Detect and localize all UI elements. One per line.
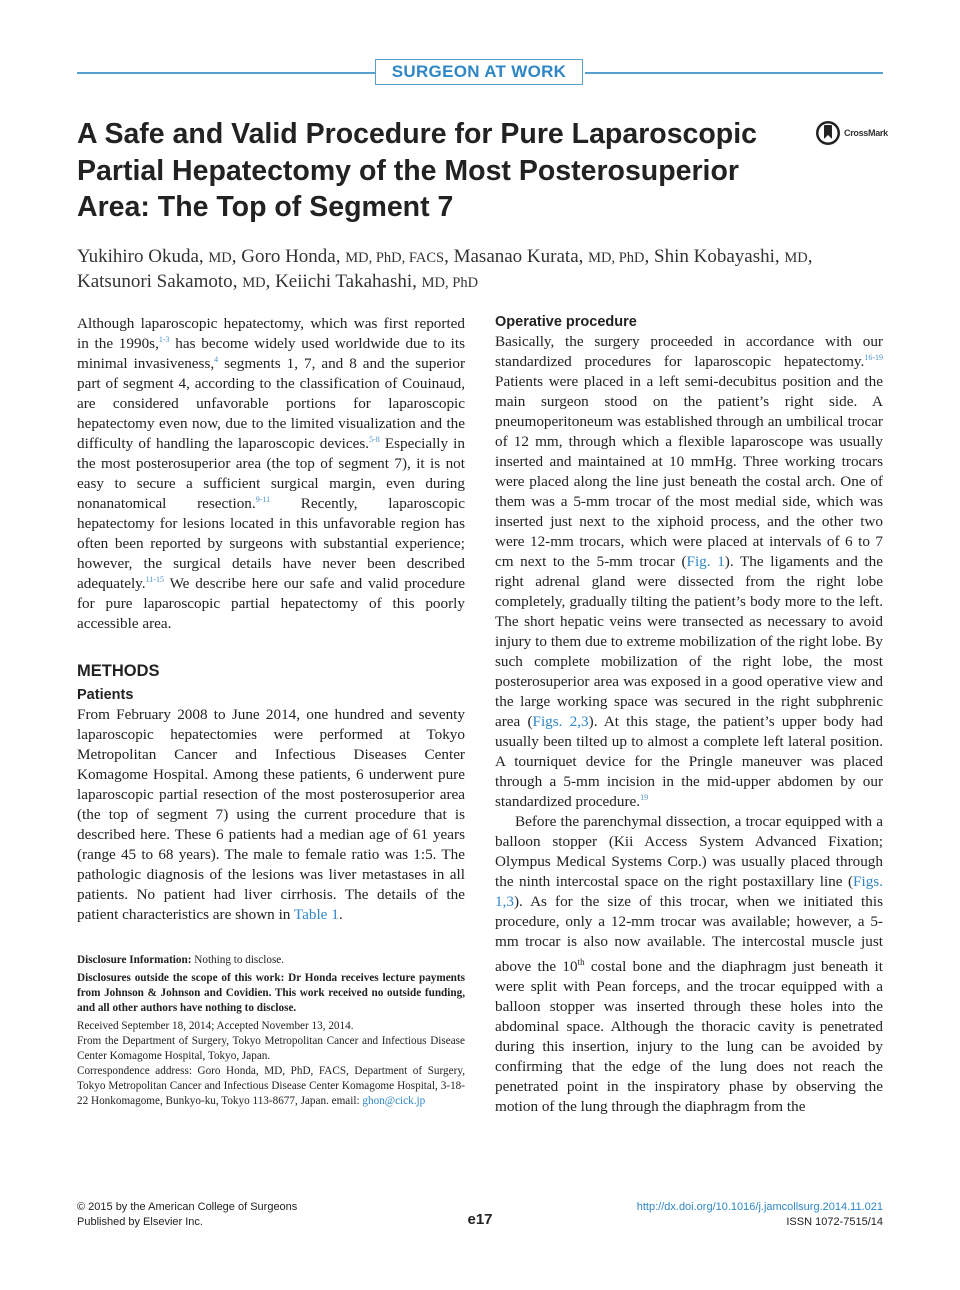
author-name: Katsunori Sakamoto [77,271,233,292]
section-rule-left [77,72,375,74]
citation-ref[interactable]: 9-11 [255,494,271,504]
crossmark-label: CrossMark [844,128,888,138]
author-name: Keiichi Takahashi [275,271,413,292]
footer-right [637,1200,883,1230]
article-title: A Safe and Valid Procedure for Pure Laparoscopic Partial Hepatectomy of the Most Posterosuperior Area: The Top of Segment 7 [77,118,757,223]
author-name: Goro Honda [241,246,336,267]
methods-heading: METHODS [77,662,160,680]
issn-line: ISSN 1072-7515/14 [786,1216,883,1228]
intro-paragraph: Although laparoscopic hepatectomy, which was first reported in the 1990s,$^{1-3}$ has become widely used worldwide due to its minimal invasiveness,$^4$ segments 1, 7, and 8 and the superior part of segment 4, according to the classification of Couinaud, are considered unfavorable portions for laparoscopic hepatectomy even now, due to the limited visualization and the difficulty of handling the laparoscopic devices.$^{5-8}$ Especially in the most posterosuperior area (the top of segment 7), it is not easy to secure a sufficient surgical margin, even during nonanatomical resection.$^{9-11}$ Recently, laparoscopic hepatectomy for lesions located in this unfavorable region has often been reported by surgeons with substantial experience; however, the surgical details have never been described adequately.$^{11-15}$ We describe here our safe and valid procedure for pure laparoscopic partial hepatectomy of this poorly accessible area. [77,315,465,632]
operative-heading: Operative procedure [495,314,637,330]
right-column [495,314,883,1117]
author-name: Yukihiro Okuda [77,246,199,267]
section-rule-right [585,72,883,74]
disclosure-info: Disclosure Information: Nothing to disclose. [77,954,285,966]
author-degree: MD, PhD, FACS [345,250,445,266]
patients-heading: Patients [77,687,134,703]
crossmark-icon [815,120,841,146]
citation-ref[interactable]: 16-19 [864,352,883,362]
table-link[interactable]: Table 1 [293,906,339,923]
left-column [77,314,465,1109]
figure-link[interactable]: Figs. 2,3 [532,713,589,730]
figure-link[interactable]: Fig. 1 [686,553,725,570]
citation-ref[interactable]: 19 [640,792,649,802]
citation-ref[interactable]: 11-15 [145,574,164,584]
page-number: e17 [467,1211,493,1228]
publisher-line: Published by Elsevier Inc. [77,1216,203,1228]
author-name: Shin Kobayashi [654,246,775,267]
figure-link[interactable]: Figs. 1,3 [495,873,883,910]
affiliation: From the Department of Surgery, Tokyo Metropolitan Cancer and Infectious Disease Center Komagome Hospital, Tokyo, Japan. [77,1035,465,1062]
author-name: Masanao Kurata [453,246,579,267]
author-degree: MD, PhD [421,275,479,291]
received-dates: Received September 18, 2014; Accepted November 13, 2014. [77,1020,354,1032]
correspondence: Correspondence address: Goro Honda, MD, PhD, FACS, Department of Surgery, Tokyo Metropolitan Cancer and Infectious Disease Center Komagome Hospital, 3-18-22 Honkomagome, Bunkyo-ku, Tokyo 113-8677, Japan. email: ghon@cick.jp [77,1065,465,1107]
crossmark-badge[interactable] [815,120,888,146]
operative-paragraph-2: Before the parenchymal dissection, a trocar equipped with a balloon stopper (Kii Access System Advanced Fixation; Olympus Medical Systems Corp.) was usually placed through the ninth intercostal space on the right postaxillary line (Figs. 1,3). As for the size of this trocar, when we initiated this procedure, only a 12-mm trocar was available; however, a 5-mm trocar is also now available. The intercostal muscle just above the 10th costal bone and the diaphragm just beneath it were split with Pean forceps, and the trocar equipped with a balloon stopper was inserted through these holes into the abdominal space. Although the thoracic cavity is penetrated during this insertion, injury to the lung can be avoided by confirming that the edge of the lung does not reach the penetrated point in the inspiratory phase by observing the motion of the lung through the diaphragm from the [495,813,883,1116]
operative-paragraph-1: Basically, the surgery proceeded in accordance with our standardized procedures for laparoscopic hepatectomy.$^{16-19}$ Patients were placed in a left semi-decubitus position and the main surgeon stood on the patient’s right side. A pneumoperitoneum was established through an umbilical trocar of 12 mm, through which a flexible laparoscope was usually inserted and maintained at 10 mmHg. Three working trocars were placed along the line just beneath the costal arch. One of them was a 5-mm trocar of the most medial side, which was inserted just next to the xiphoid process, and the other two were 12-mm trocars, which were placed at intervals of 6 to 7 cm next to the 5-mm trocar (Fig. 1). The ligaments and the right adrenal gland were dissected from the right lobe completely, gradually tilting the patient’s body more to the left. The short hepatic veins were transected as necessary to avoid injury to them due to extreme mobilization of the right lobe. By such complete mobilization of the right lobe, the most posterosuperior area was exposed in a good operative view and the large working space was secured in the right subphrenic area (Figs. 2,3). At this stage, the patient’s upper body had usually been tilted up to almost a complete left lateral position. A tourniquet device for the Pringle maneuver was placed through a 5-mm incision in the mid-upper abdomen by our standardized procedure.$^{19}$ [495,333,884,810]
disclosure-block [77,953,465,1109]
superscript: th [577,957,585,967]
doi-link[interactable]: http://dx.doi.org/10.1016/j.jamcollsurg.2014.11.021 [636,1201,883,1213]
disclosure-outside: Disclosures outside the scope of this work: Dr Honda receives lecture payments from Johnson & Johnson and Covidien. This work received no outside funding, and all other authors have nothing to disclose. [77,972,465,1014]
section-label: SURGEON AT WORK [375,59,583,85]
author-list: Yukihiro Okuda, MD, Goro Honda, MD, PhD, FACS, Masanao Kurata, MD, PhD, Shin Kobayashi, MD, Katsunori Sakamoto, MD, Keiichi Takahashi, MD, PhD [77,246,813,292]
author-degree: MD [208,250,232,266]
copyright-line: © 2015 by the American College of Surgeons [77,1201,298,1213]
author-degree: MD [242,275,266,291]
citation-ref[interactable]: 4 [214,354,219,364]
email-link[interactable]: ghon@cick.jp [362,1095,426,1107]
citation-ref[interactable]: 5-8 [369,434,380,444]
patients-paragraph: From February 2008 to June 2014, one hundred and seventy laparoscopic hepatectomies were performed at Tokyo Metropolitan Cancer and Infectious Diseases Center Komagome Hospital. Among these patients, 6 underwent pure laparoscopic partial resection of the most posterosuperior area (the top of segment 7) using the current procedure that is described here. These 6 patients had a median age of 61 years (range 45 to 68 years). The male to female ratio was 1:5. The pathologic diagnosis of the lesions was liver metastases in all patients. No patient had liver cirrhosis. The details of the patient characteristics are shown in Table 1. [77,706,465,923]
citation-ref[interactable]: 1-3 [158,334,170,344]
author-degree: MD, PhD [588,250,645,266]
author-degree: MD [784,250,808,266]
